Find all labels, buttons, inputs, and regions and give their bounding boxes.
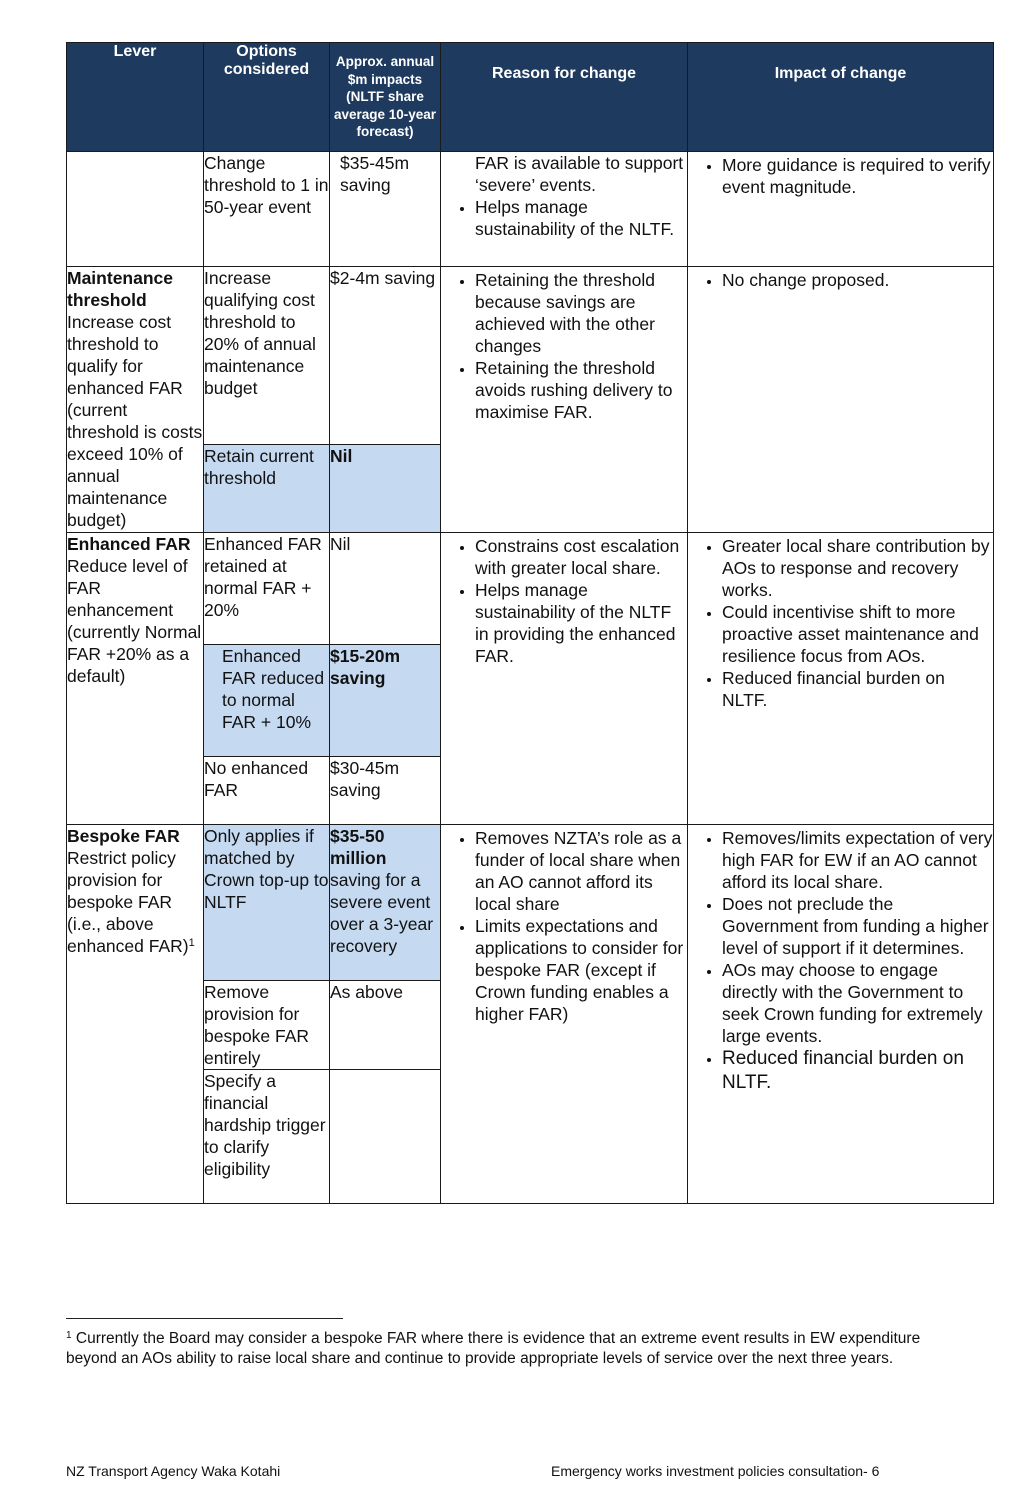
option-cell: Specify a financial hardship trigger to clarify eligibility xyxy=(204,1070,330,1204)
list-item: • More guidance is required to verify event magnitude. xyxy=(722,154,993,198)
footer-document-title: Emergency works investment policies consultation- 6 xyxy=(551,1463,880,1479)
impact-list xyxy=(688,269,993,291)
header-options: Options considered xyxy=(204,43,330,152)
reason-cell xyxy=(441,533,688,825)
impact-list xyxy=(688,827,993,1095)
table-row xyxy=(67,825,994,981)
lever-cell-enhanced xyxy=(67,533,204,825)
impact-cell xyxy=(688,267,994,533)
reason-cell xyxy=(441,267,688,533)
list-item: • Helps manage sustainability of the NLTF. xyxy=(475,196,687,240)
reason-cell xyxy=(441,825,688,1204)
list-item: • Removes/limits expectation of very high FAR for EW if an AO cannot afford its local share. xyxy=(722,827,993,893)
lever-title: Maintenance threshold xyxy=(67,268,173,310)
option-cell: Remove provision for bespoke FAR entirely xyxy=(204,981,330,1070)
header-impact: Impact of change xyxy=(688,43,994,152)
lever-description: Restrict policy provision for bespoke FAR (i.e., above enhanced FAR) xyxy=(67,848,189,956)
amount-cell: $2-4m saving xyxy=(330,267,441,445)
footnote-text: Currently the Board may consider a bespoke FAR where there is evidence that an extreme event results in EW expenditure beyond an AOs ability to raise local share and continue to provide appropriate levels of service over the next three years. xyxy=(66,1330,921,1367)
lever-cell-empty xyxy=(67,152,204,267)
option-cell: Increase qualifying cost threshold to 20% of annual maintenance budget xyxy=(204,267,330,445)
reason-list xyxy=(441,827,687,1025)
list-item: • Greater local share contribution by AOs to response and recovery works. xyxy=(722,535,993,601)
amount-cell: As above xyxy=(330,981,441,1070)
reason-list xyxy=(441,269,687,423)
amount-cell-selected: $15-20m saving xyxy=(330,645,441,757)
amount-detail: saving for a severe event over a 3-year recovery xyxy=(330,870,434,956)
impact-list xyxy=(688,154,993,198)
lever-title: Enhanced FAR xyxy=(67,534,191,554)
lever-cell-maintenance xyxy=(67,267,204,533)
impact-cell xyxy=(688,825,994,1204)
footnote-divider xyxy=(66,1318,343,1319)
amount-cell: $35-45m saving xyxy=(330,152,441,267)
option-cell: Enhanced FAR retained at normal FAR + 20% xyxy=(204,533,330,645)
table-row xyxy=(67,267,994,445)
list-item: • Retaining the threshold avoids rushing delivery to maximise FAR. xyxy=(475,357,687,423)
footnote-number: 1 xyxy=(66,1330,72,1341)
reason-list xyxy=(441,196,687,240)
table-header-row xyxy=(67,43,994,152)
list-item: • Constrains cost escalation with greater local share. xyxy=(475,535,687,579)
header-lever: Lever xyxy=(67,43,204,152)
option-cell-selected: Only applies if matched by Crown top-up to NLTF xyxy=(204,825,330,981)
list-item: • Helps manage sustainability of the NLTF in providing the enhanced FAR. xyxy=(475,579,687,667)
footnote-reference: 1 xyxy=(188,937,195,949)
reason-text: FAR is available to support ‘severe’ events. xyxy=(475,153,684,195)
impact-list xyxy=(688,535,993,711)
table-row xyxy=(67,533,994,645)
amount-cell: $30-45m saving xyxy=(330,757,441,825)
list-item: • No change proposed. xyxy=(722,269,993,291)
impact-cell xyxy=(688,152,994,267)
amount-cell-selected xyxy=(330,825,441,981)
amount-bold: $35-50 million xyxy=(330,826,387,868)
option-cell-selected: Enhanced FAR reduced to normal FAR + 10% xyxy=(204,645,330,757)
list-item: • Removes NZTA’s role as a funder of local share when an AO cannot afford its local share xyxy=(475,827,687,915)
policy-options-table xyxy=(66,42,994,1204)
header-reason: Reason for change xyxy=(441,43,688,152)
amount-cell: Nil xyxy=(330,533,441,645)
list-item: • Reduced financial burden on NLTF. xyxy=(722,667,993,711)
list-item: • Reduced financial burden on NLTF. xyxy=(722,1047,993,1095)
lever-title: Bespoke FAR xyxy=(67,826,180,846)
footnote xyxy=(66,1329,966,1369)
list-item: • AOs may choose to engage directly with the Government to seek Crown funding for extremely large events. xyxy=(722,959,993,1047)
list-item: • Limits expectations and applications to consider for bespoke FAR (except if Crown funding enables a higher FAR) xyxy=(475,915,687,1025)
table-row xyxy=(67,152,994,267)
list-item: • Does not preclude the Government from funding a higher level of support if it determines. xyxy=(722,893,993,959)
footer-organisation: NZ Transport Agency Waka Kotahi xyxy=(66,1463,281,1479)
option-cell-selected: Retain current threshold xyxy=(204,445,330,533)
list-item: • Could incentivise shift to more proactive asset maintenance and resilience focus from AOs. xyxy=(722,601,993,667)
lever-description: Increase cost threshold to qualify for enhanced FAR (current threshold is costs exceed 10% of annual maintenance budget) xyxy=(67,312,203,530)
option-cell: No enhanced FAR xyxy=(204,757,330,825)
lever-cell-bespoke xyxy=(67,825,204,1204)
option-cell: Change threshold to 1 in 50-year event xyxy=(204,152,330,267)
list-item: • Retaining the threshold because savings are achieved with the other changes xyxy=(475,269,687,357)
reason-list xyxy=(441,535,687,667)
lever-description: Reduce level of FAR enhancement (currently Normal FAR +20% as a default) xyxy=(67,556,202,686)
amount-cell-selected: Nil xyxy=(330,445,441,533)
amount-cell-empty xyxy=(330,1070,441,1204)
impact-cell xyxy=(688,533,994,825)
reason-cell xyxy=(441,152,688,267)
header-impacts: Approx. annual $m impacts (NLTF share average 10-year forecast) xyxy=(330,43,441,152)
